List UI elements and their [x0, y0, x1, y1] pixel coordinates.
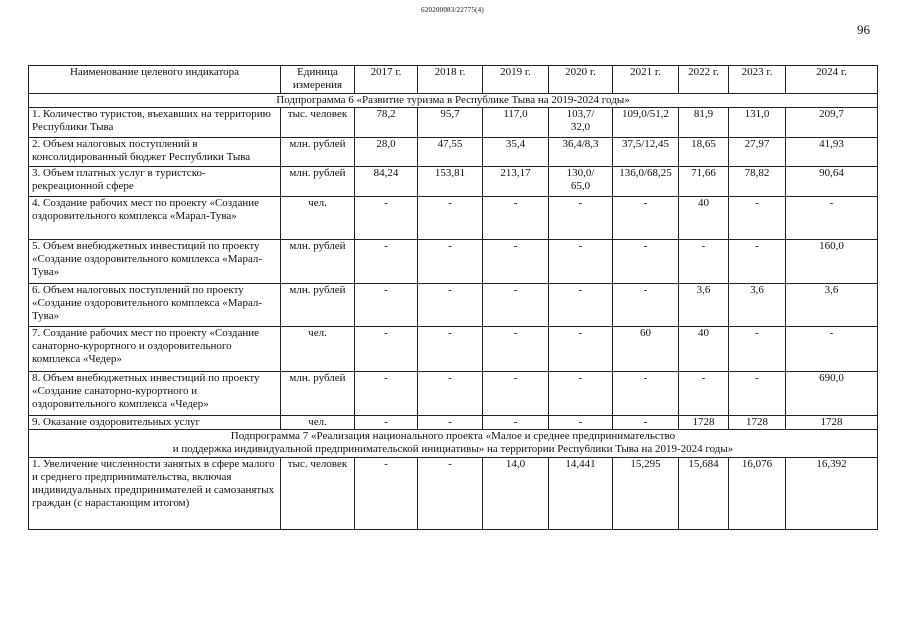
- indicator-value: -: [355, 284, 418, 327]
- indicator-row: [29, 284, 878, 327]
- indicator-value: 3,6: [786, 284, 878, 327]
- indicator-value: -: [549, 372, 613, 416]
- indicator-value: -: [418, 458, 483, 530]
- indicator-value: 37,5/12,45: [613, 138, 679, 167]
- indicator-value: 27,97: [729, 138, 786, 167]
- indicator-unit: чел.: [281, 327, 355, 372]
- page-number: 96: [857, 22, 870, 37]
- indicator-value: -: [483, 197, 549, 240]
- indicator-value: 160,0: [786, 240, 878, 284]
- indicator-value: -: [483, 240, 549, 284]
- indicator-value: 41,93: [786, 138, 878, 167]
- indicator-value: 15,295: [613, 458, 679, 530]
- indicator-value: 153,81: [418, 167, 483, 197]
- indicator-row: [29, 167, 878, 197]
- indicator-value: 90,64: [786, 167, 878, 197]
- indicator-value: 40: [679, 197, 729, 240]
- indicator-value: 47,55: [418, 138, 483, 167]
- indicator-value: 14,0: [483, 458, 549, 530]
- subprogram-7-title: [29, 430, 878, 458]
- indicator-row: [29, 108, 878, 138]
- indicator-name: 5. Объем внебюджетных инвестиций по проекту «Создание оздоровительного комплекса «Марал-Тува»: [29, 240, 281, 284]
- indicator-value: 36,4/8,3: [549, 138, 613, 167]
- header-year: 2023 г.: [729, 66, 786, 94]
- indicator-value: -: [549, 240, 613, 284]
- indicator-value: -: [483, 284, 549, 327]
- subprogram-6-title-row: [29, 94, 878, 108]
- indicator-value: -: [355, 372, 418, 416]
- indicator-value: 3,6: [729, 284, 786, 327]
- indicator-row: [29, 240, 878, 284]
- indicator-value: -: [549, 197, 613, 240]
- indicator-name: 6. Объем налоговых поступлений по проекту «Создание оздоровительного комплекса «Марал-Тува»: [29, 284, 281, 327]
- indicator-value: -: [483, 372, 549, 416]
- indicator-row: [29, 416, 878, 430]
- indicator-value: 16,392: [786, 458, 878, 530]
- indicator-value: 28,0: [355, 138, 418, 167]
- subprogram-7-title-line2: и поддержка индивидуальной предпринимательской инициативы» на территории Республики Тыва на 2019-2024 годы»: [172, 443, 734, 455]
- indicator-value: 84,24: [355, 167, 418, 197]
- indicator-value: 95,7: [418, 108, 483, 138]
- indicator-unit: млн. рублей: [281, 240, 355, 284]
- indicator-value: 209,7: [786, 108, 878, 138]
- indicator-unit: млн. рублей: [281, 167, 355, 197]
- indicator-value: 117,0: [483, 108, 549, 138]
- indicator-value: -: [483, 416, 549, 430]
- indicators-table: [28, 65, 878, 530]
- indicator-value: -: [729, 240, 786, 284]
- indicator-name: 7. Создание рабочих мест по проекту «Создание санаторно-курортного и оздоровительного комплекса «Чедер»: [29, 327, 281, 372]
- indicator-value: -: [613, 284, 679, 327]
- indicator-value: -: [418, 197, 483, 240]
- indicator-value: 71,66: [679, 167, 729, 197]
- indicator-name: 8. Объем внебюджетных инвестиций по проекту «Создание санаторно-курортного и оздоровительного комплекса «Чедер»: [29, 372, 281, 416]
- indicator-value: 1728: [729, 416, 786, 430]
- indicator-value: -: [613, 197, 679, 240]
- indicator-value: -: [613, 372, 679, 416]
- indicator-value: -: [549, 327, 613, 372]
- indicator-row: [29, 458, 878, 530]
- header-year: 2017 г.: [355, 66, 418, 94]
- indicator-value: -: [549, 416, 613, 430]
- indicator-row: [29, 138, 878, 167]
- indicator-value: -: [418, 327, 483, 372]
- indicator-value: 81,9: [679, 108, 729, 138]
- indicator-value: 18,65: [679, 138, 729, 167]
- indicator-value: -: [355, 327, 418, 372]
- indicator-value: 78,2: [355, 108, 418, 138]
- indicator-value: -: [786, 327, 878, 372]
- header-indicator-name: Наименование целевого индикатора: [29, 66, 281, 94]
- indicator-value: -: [549, 284, 613, 327]
- indicator-value: -: [418, 416, 483, 430]
- header-year: 2024 г.: [786, 66, 878, 94]
- subprogram-7-title-line1: Подпрограмма 7 «Реализация национального проекта «Малое и среднее предпринимательство: [230, 430, 676, 442]
- header-year: 2021 г.: [613, 66, 679, 94]
- indicator-value: 213,17: [483, 167, 549, 197]
- indicator-unit: чел.: [281, 416, 355, 430]
- indicator-value: 15,684: [679, 458, 729, 530]
- indicator-value: 60: [613, 327, 679, 372]
- indicator-name: 4. Создание рабочих мест по проекту «Создание оздоровительного комплекса «Марал-Тува»: [29, 197, 281, 240]
- indicator-unit: млн. рублей: [281, 284, 355, 327]
- indicator-unit: млн. рублей: [281, 138, 355, 167]
- indicator-value: 136,0/68,25: [613, 167, 679, 197]
- indicator-value: -: [355, 197, 418, 240]
- indicator-value: 109,0/51,2: [613, 108, 679, 138]
- header-unit: Единица измерения: [281, 66, 355, 94]
- indicator-unit: чел.: [281, 197, 355, 240]
- header-year: 2018 г.: [418, 66, 483, 94]
- indicator-row: [29, 372, 878, 416]
- indicator-row: [29, 327, 878, 372]
- subprogram-7-title-row: [29, 430, 878, 458]
- indicator-value: 103,7/ 32,0: [549, 108, 613, 138]
- indicator-unit: тыс. человек: [281, 458, 355, 530]
- indicator-value: -: [355, 458, 418, 530]
- indicator-row: [29, 197, 878, 240]
- indicator-value: 3,6: [679, 284, 729, 327]
- indicator-value: -: [613, 240, 679, 284]
- indicator-value: 40: [679, 327, 729, 372]
- document-id: 620200083/22775(4): [421, 6, 484, 14]
- header-year: 2019 г.: [483, 66, 549, 94]
- indicator-name: 3. Объем платных услуг в туристско-рекреационной сфере: [29, 167, 281, 197]
- indicator-value: 1728: [786, 416, 878, 430]
- indicator-value: -: [729, 372, 786, 416]
- indicator-name: 9. Оказание оздоровительных услуг: [29, 416, 281, 430]
- indicator-value: -: [418, 240, 483, 284]
- indicator-value: -: [355, 240, 418, 284]
- header-year: 2020 г.: [549, 66, 613, 94]
- indicator-value: -: [729, 327, 786, 372]
- indicator-value: -: [613, 416, 679, 430]
- header-row: [29, 66, 878, 94]
- indicator-value: -: [418, 284, 483, 327]
- indicator-value: 16,076: [729, 458, 786, 530]
- header-year: 2022 г.: [679, 66, 729, 94]
- indicator-value: 1728: [679, 416, 729, 430]
- indicator-value: 131,0: [729, 108, 786, 138]
- indicator-value: 130,0/ 65,0: [549, 167, 613, 197]
- indicator-unit: млн. рублей: [281, 372, 355, 416]
- indicator-value: -: [679, 240, 729, 284]
- indicator-unit: тыс. человек: [281, 108, 355, 138]
- indicator-value: 14,441: [549, 458, 613, 530]
- indicator-value: -: [729, 197, 786, 240]
- indicator-value: -: [418, 372, 483, 416]
- indicator-name: 1. Количество туристов, въехавших на территорию Республики Тыва: [29, 108, 281, 138]
- indicator-name: 1. Увеличение численности занятых в сфере малого и среднего предпринимательства, включая индивидуальных предпринимателей и самозанятых граждан (с нарастающим итогом): [29, 458, 281, 530]
- indicator-value: 78,82: [729, 167, 786, 197]
- indicator-value: -: [679, 372, 729, 416]
- indicator-value: -: [786, 197, 878, 240]
- indicator-value: -: [483, 327, 549, 372]
- indicator-value: 690,0: [786, 372, 878, 416]
- indicator-name: 2. Объем налоговых поступлений в консолидированный бюджет Республики Тыва: [29, 138, 281, 167]
- subprogram-6-title: Подпрограмма 6 «Развитие туризма в Республике Тыва на 2019-2024 годы»: [29, 94, 878, 108]
- indicator-value: 35,4: [483, 138, 549, 167]
- indicator-value: -: [355, 416, 418, 430]
